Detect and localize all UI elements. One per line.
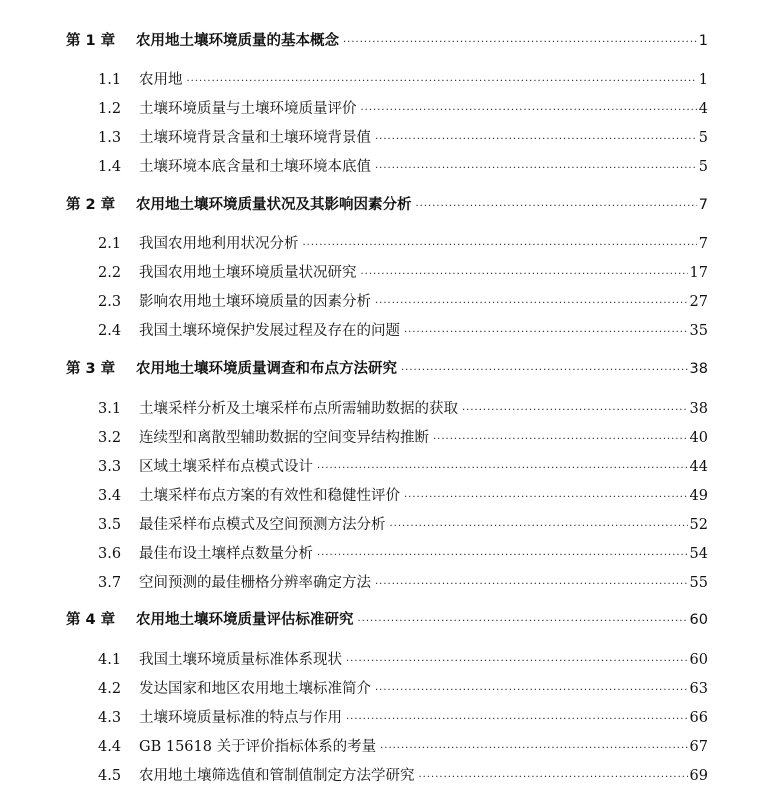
chapter-title: 农用地土壤环境质量评估标准研究: [136, 612, 354, 628]
toc-section-entry[interactable]: [98, 766, 708, 788]
dot-leader: [375, 294, 688, 314]
toc-section-entry[interactable]: [98, 515, 708, 537]
section-title: 土壤环境质量与土壤环境质量评价: [139, 101, 357, 117]
page-number: 69: [689, 768, 708, 784]
toc-section-entry[interactable]: [98, 457, 708, 479]
section-number: 3.5: [98, 517, 122, 533]
section-title: 影响农用地土壤环境质量的因素分析: [139, 294, 371, 310]
page-number: 17: [689, 265, 708, 281]
toc-section-entry[interactable]: [98, 486, 708, 508]
section-number: 2.2: [98, 265, 122, 281]
page-number: 7: [698, 236, 708, 252]
toc-chapter-entry[interactable]: [66, 610, 708, 632]
page-number: 38: [689, 361, 708, 377]
dot-leader: [401, 361, 688, 381]
chapter-title: 农用地土壤环境质量调查和布点方法研究: [136, 361, 397, 377]
dot-leader: [419, 768, 688, 788]
section-number: 4.2: [98, 681, 122, 697]
chapter-title: 农用地土壤环境质量状况及其影响因素分析: [136, 197, 412, 213]
dot-leader: [416, 197, 697, 217]
dot-leader: [361, 265, 688, 285]
section-title: 区域土壤采样布点模式设计: [139, 459, 313, 475]
toc-section-entry[interactable]: [98, 128, 708, 150]
dot-leader: [346, 710, 688, 730]
page-number: 54: [689, 546, 708, 562]
dot-leader: [404, 488, 688, 508]
section-number: 2.4: [98, 323, 122, 339]
section-title: 我国农用地利用状况分析: [139, 236, 299, 252]
toc-section-entry[interactable]: [98, 157, 708, 179]
section-number: 2.3: [98, 294, 122, 310]
dot-leader: [375, 681, 688, 701]
dot-leader: [462, 401, 688, 421]
section-title: 空间预测的最佳栅格分辨率确定方法: [139, 575, 371, 591]
page-number: 44: [689, 459, 708, 475]
toc-section-entry[interactable]: [98, 70, 708, 92]
page-number: 40: [689, 430, 708, 446]
section-title: 我国农用地土壤环境质量状况研究: [139, 265, 357, 281]
toc-section-entry[interactable]: [98, 321, 708, 343]
section-number: 4.5: [98, 768, 122, 784]
section-title: GB 15618 关于评价指标体系的考量: [139, 739, 377, 755]
page-number: 52: [689, 517, 708, 533]
section-number: 1.3: [98, 130, 122, 146]
toc-section-entry[interactable]: [98, 99, 708, 121]
section-title: 土壤环境本底含量和土壤环境本底值: [139, 159, 371, 175]
section-title: 土壤环境质量标准的特点与作用: [139, 710, 342, 726]
section-number: 4.3: [98, 710, 122, 726]
chapter-title: 农用地土壤环境质量的基本概念: [136, 33, 339, 49]
dot-leader: [303, 236, 697, 256]
toc-section-entry[interactable]: [98, 679, 708, 701]
toc-section-entry[interactable]: [98, 544, 708, 566]
section-number: 3.3: [98, 459, 122, 475]
section-title: 农用地土壤筛选值和管制值制定方法学研究: [139, 768, 415, 784]
section-title: 土壤环境背景含量和土壤环境背景值: [139, 130, 371, 146]
toc-section-entry[interactable]: [98, 234, 708, 256]
dot-leader: [375, 575, 688, 595]
page-number: 7: [698, 197, 708, 213]
section-title: 我国土壤环境质量标准体系现状: [139, 652, 342, 668]
section-number: 1.1: [98, 72, 122, 88]
page-number: 35: [689, 323, 708, 339]
section-number: 4.1: [98, 652, 122, 668]
toc-section-entry[interactable]: [98, 737, 708, 759]
section-title: 农用地: [139, 72, 183, 88]
page-number: 55: [689, 575, 708, 591]
toc-section-entry[interactable]: [98, 292, 708, 314]
page-number: 60: [689, 652, 708, 668]
page-number: 67: [689, 739, 708, 755]
dot-leader: [346, 652, 688, 672]
section-title: 最佳采样布点模式及空间预测方法分析: [139, 517, 386, 533]
page-number: 5: [698, 159, 708, 175]
section-title: 我国土壤环境保护发展过程及存在的问题: [139, 323, 400, 339]
page-number: 63: [689, 681, 708, 697]
page-number: 27: [689, 294, 708, 310]
dot-leader: [433, 430, 688, 450]
dot-leader: [361, 101, 697, 121]
section-title: 连续型和离散型辅助数据的空间变异结构推断: [139, 430, 429, 446]
chapter-number: 第 4 章: [66, 612, 116, 628]
toc-section-entry[interactable]: [98, 399, 708, 421]
page-number: 1: [698, 72, 708, 88]
section-number: 3.1: [98, 401, 122, 417]
toc-section-entry[interactable]: [98, 263, 708, 285]
chapter-number: 第 3 章: [66, 361, 116, 377]
page-number: 1: [698, 33, 708, 49]
section-title: 发达国家和地区农用地土壤标准简介: [139, 681, 371, 697]
section-number: 1.2: [98, 101, 122, 117]
toc-section-entry[interactable]: [98, 708, 708, 730]
dot-leader: [343, 33, 697, 53]
page-number: 5: [698, 130, 708, 146]
dot-leader: [375, 159, 697, 179]
toc-chapter-entry[interactable]: [66, 359, 708, 381]
page-number: 60: [689, 612, 708, 628]
page-number: 4: [698, 101, 708, 117]
dot-leader: [380, 739, 687, 759]
dot-leader: [390, 517, 688, 537]
section-number: 1.4: [98, 159, 122, 175]
dot-leader: [317, 459, 688, 479]
section-number: 3.7: [98, 575, 122, 591]
section-title: 土壤采样布点方案的有效性和稳健性评价: [139, 488, 400, 504]
chapter-number: 第 1 章: [66, 33, 116, 49]
section-title: 最佳布设土壤样点数量分析: [139, 546, 313, 562]
dot-leader: [404, 323, 688, 343]
dot-leader: [187, 72, 697, 92]
chapter-number: 第 2 章: [66, 197, 116, 213]
page-number: 66: [689, 710, 708, 726]
section-number: 2.1: [98, 236, 122, 252]
toc-chapter-entry[interactable]: [66, 195, 708, 217]
section-number: 3.4: [98, 488, 122, 504]
section-number: 3.6: [98, 546, 122, 562]
dot-leader: [358, 612, 688, 632]
toc-section-entry[interactable]: [98, 428, 708, 450]
page-number: 38: [689, 401, 708, 417]
section-number: 3.2: [98, 430, 122, 446]
dot-leader: [317, 546, 688, 566]
page-number: 49: [689, 488, 708, 504]
section-number: 4.4: [98, 739, 122, 755]
toc-section-entry[interactable]: [98, 573, 708, 595]
toc-section-entry[interactable]: [98, 650, 708, 672]
section-title: 土壤采样分析及土壤采样布点所需辅助数据的获取: [139, 401, 458, 417]
dot-leader: [375, 130, 697, 150]
toc-chapter-entry[interactable]: [66, 31, 708, 53]
